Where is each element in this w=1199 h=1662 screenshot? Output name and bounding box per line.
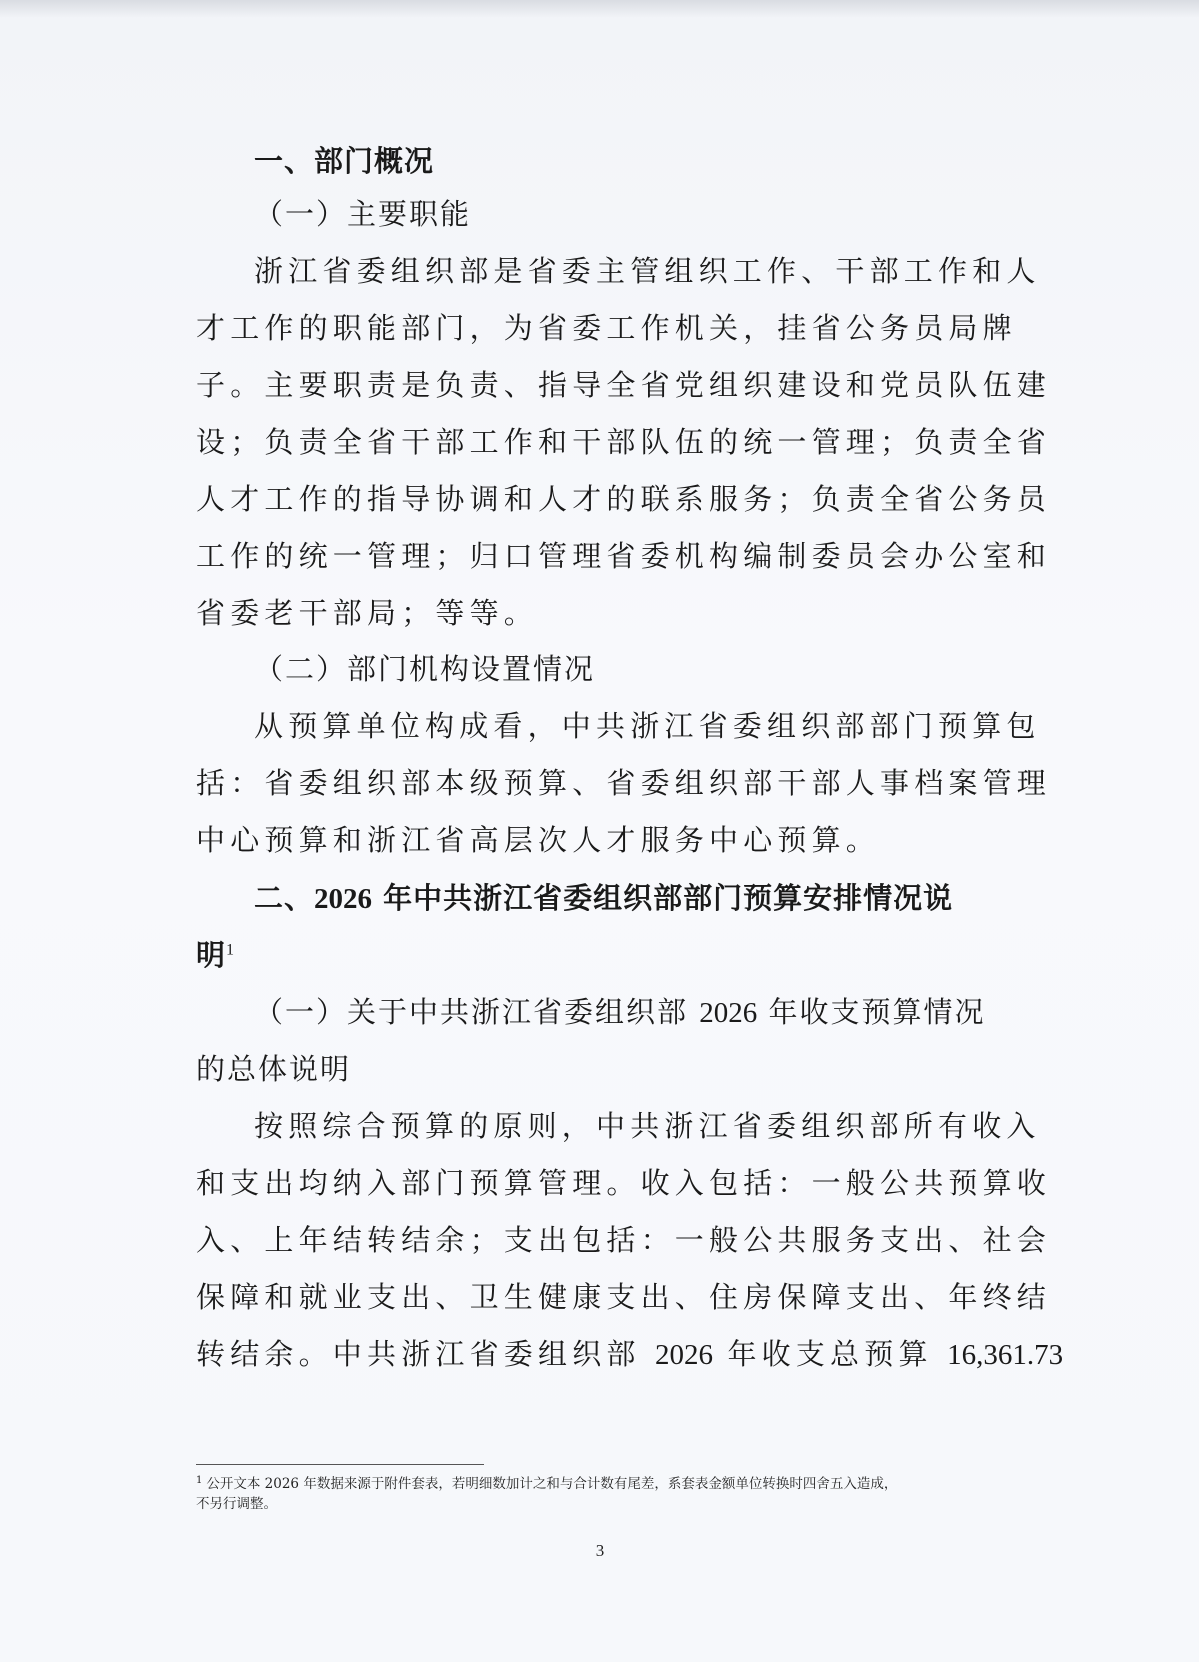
paragraph-line: 从预算单位构成看，中共浙江省委组织部部门预算包 xyxy=(254,709,1041,743)
paragraph-line: 保障和就业支出、卫生健康支出、住房保障支出、年终结 xyxy=(196,1280,1052,1314)
section-1-heading: 一、部门概况 xyxy=(254,144,435,178)
footnote-line-2: 不另行调整。 xyxy=(196,1496,277,1512)
section-2-heading xyxy=(254,880,1026,917)
total-budget-amount: 16,361.73 xyxy=(947,1339,1064,1371)
paragraph-line: 入、上年结转结余；支出包括：一般公共服务支出、社会 xyxy=(196,1223,1052,1257)
paragraph-line: 工作的统一管理；归口管理省委机构编制委员会办公室和 xyxy=(196,539,1052,573)
section-2-heading-end: 明 xyxy=(196,938,227,972)
paragraph-line: 中心预算和浙江省高层次人才服务中心预算。 xyxy=(196,823,881,857)
paragraph-line: 按照综合预算的原则，中共浙江省委组织部所有收入 xyxy=(254,1109,1041,1143)
section-2-heading-prefix: 二、 xyxy=(254,881,315,915)
section-2-heading-cont xyxy=(196,937,1026,973)
total-line-mid: 年收支总预算 xyxy=(713,1337,948,1371)
section-2-heading-year: 2026 xyxy=(314,883,373,915)
paragraph-line: 设；负责全省干部工作和干部队伍的统一管理；负责全省 xyxy=(196,425,1052,459)
paragraph-line: 省委老干部局；等等。 xyxy=(196,596,539,630)
footnote-reference[interactable]: 1 xyxy=(226,941,235,959)
subsection-2-1-heading-prefix: （一）关于中共浙江省委组织部 xyxy=(254,995,700,1029)
subsection-2-1-heading-year: 2026 xyxy=(699,997,758,1029)
subsection-2-1-heading-cont: 的总体说明 xyxy=(196,1052,352,1086)
footnote-divider xyxy=(196,1464,484,1465)
paragraph-line-total xyxy=(196,1336,1064,1373)
subsection-1-2-heading: （二）部门机构设置情况 xyxy=(254,652,596,686)
subsection-2-1-heading-rest: 年收支预算情况 xyxy=(757,995,986,1029)
paragraph-line: 和支出均纳入部门预算管理。收入包括：一般公共预算收 xyxy=(196,1166,1052,1200)
paragraph-line: 人才工作的指导协调和人才的联系服务；负责全省公务员 xyxy=(196,482,1052,516)
footnote-mark: 1 xyxy=(196,1474,203,1486)
subsection-2-1-heading xyxy=(254,994,1026,1031)
subsection-1-1-heading: （一）主要职能 xyxy=(254,197,472,231)
footnote-line xyxy=(196,1474,1036,1494)
paragraph-line: 才工作的职能部门，为省委工作机关，挂省公务员局牌 xyxy=(196,311,1017,345)
total-line-prefix: 转结余。中共浙江省委组织部 xyxy=(196,1337,656,1371)
section-2-heading-rest: 年中共浙江省委组织部部门预算安排情况说 xyxy=(372,881,954,915)
paragraph-line: 括：省委组织部本级预算、省委组织部干部人事档案管理 xyxy=(196,766,1052,800)
footnote-text: 公开文本 2026 年数据来源于附件套表，若明细数加计之和与合计数有尾差，系套表金额单位转换时四舍五入造成， xyxy=(206,1476,898,1492)
paragraph-line: 子。主要职责是负责、指导全省党组织建设和党员队伍建 xyxy=(196,368,1052,402)
page-number: 3 xyxy=(595,1541,605,1560)
paragraph-line: 浙江省委组织部是省委主管组织工作、干部工作和人 xyxy=(254,254,1041,288)
scan-edge-shadow xyxy=(0,0,1199,18)
total-line-year: 2026 xyxy=(655,1339,714,1371)
